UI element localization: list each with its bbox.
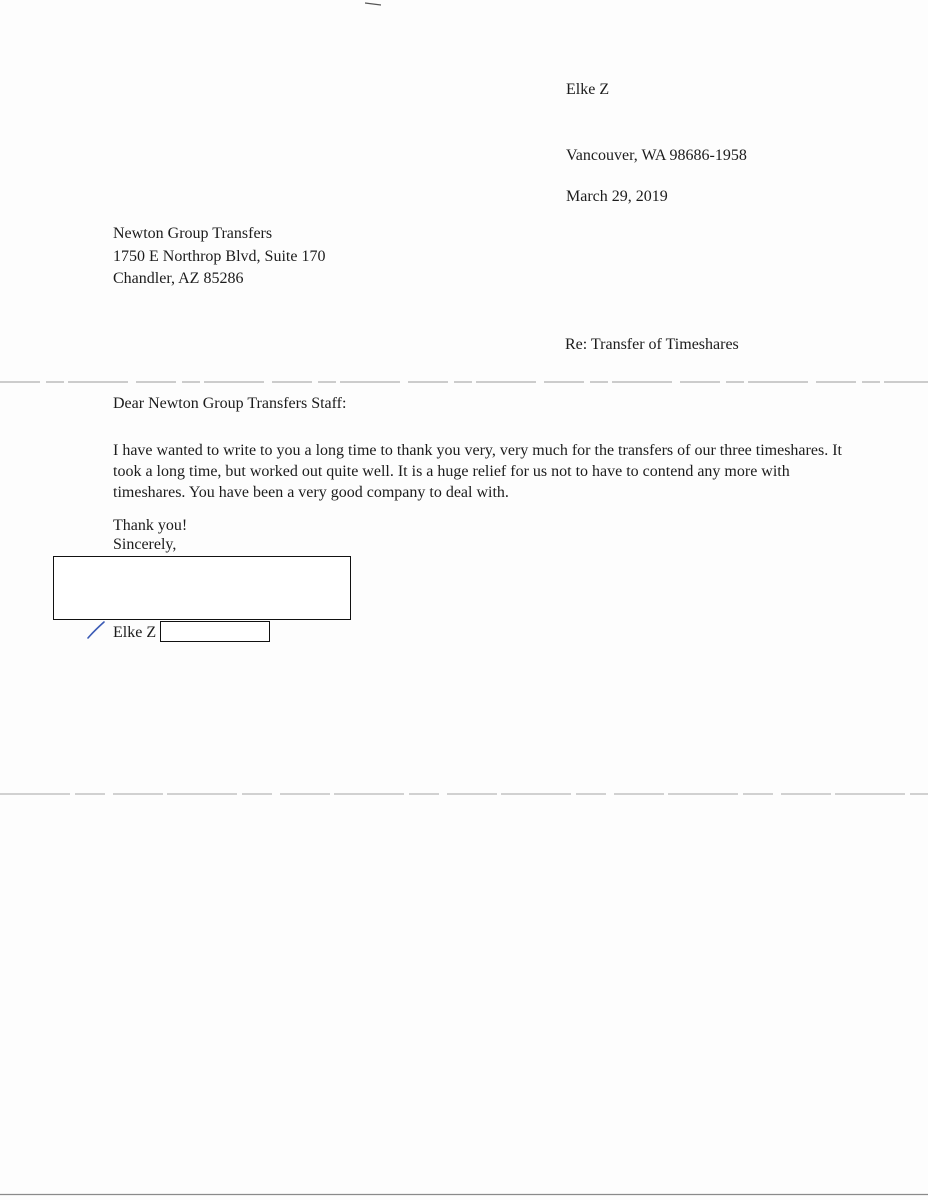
scan-bottom-edge (0, 1193, 928, 1196)
redacted-surname-box (160, 621, 270, 642)
sender-name: Elke Z (566, 81, 610, 98)
sender-city-line: Vancouver, WA 98686-1958 (566, 147, 747, 164)
fold-line (0, 381, 928, 383)
closing-thanks: Thank you! (113, 517, 188, 534)
signature-pen-stroke (86, 620, 106, 640)
sign-off: Sincerely, (113, 536, 177, 553)
redacted-signature-box (53, 556, 351, 620)
fold-line (0, 793, 928, 795)
typed-signature-name: Elke Z (113, 624, 157, 641)
recipient-name: Newton Group Transfers (113, 225, 273, 242)
recipient-street: 1750 E Northrop Blvd, Suite 170 (113, 248, 326, 265)
salutation: Dear Newton Group Transfers Staff: (113, 395, 347, 412)
subject-line: Re: Transfer of Timeshares (565, 336, 739, 353)
recipient-city-line: Chandler, AZ 85286 (113, 270, 244, 287)
scan-artifact (365, 2, 381, 6)
letter-date: March 29, 2019 (566, 188, 668, 205)
letter-body: I have wanted to write to you a long time to thank you very, very much for the transfers of our three timeshares. It took a long time, but worked out quite well. It is a huge relief for us not to have to contend any more with timeshares. You have been a very good company to deal with. (113, 442, 842, 501)
